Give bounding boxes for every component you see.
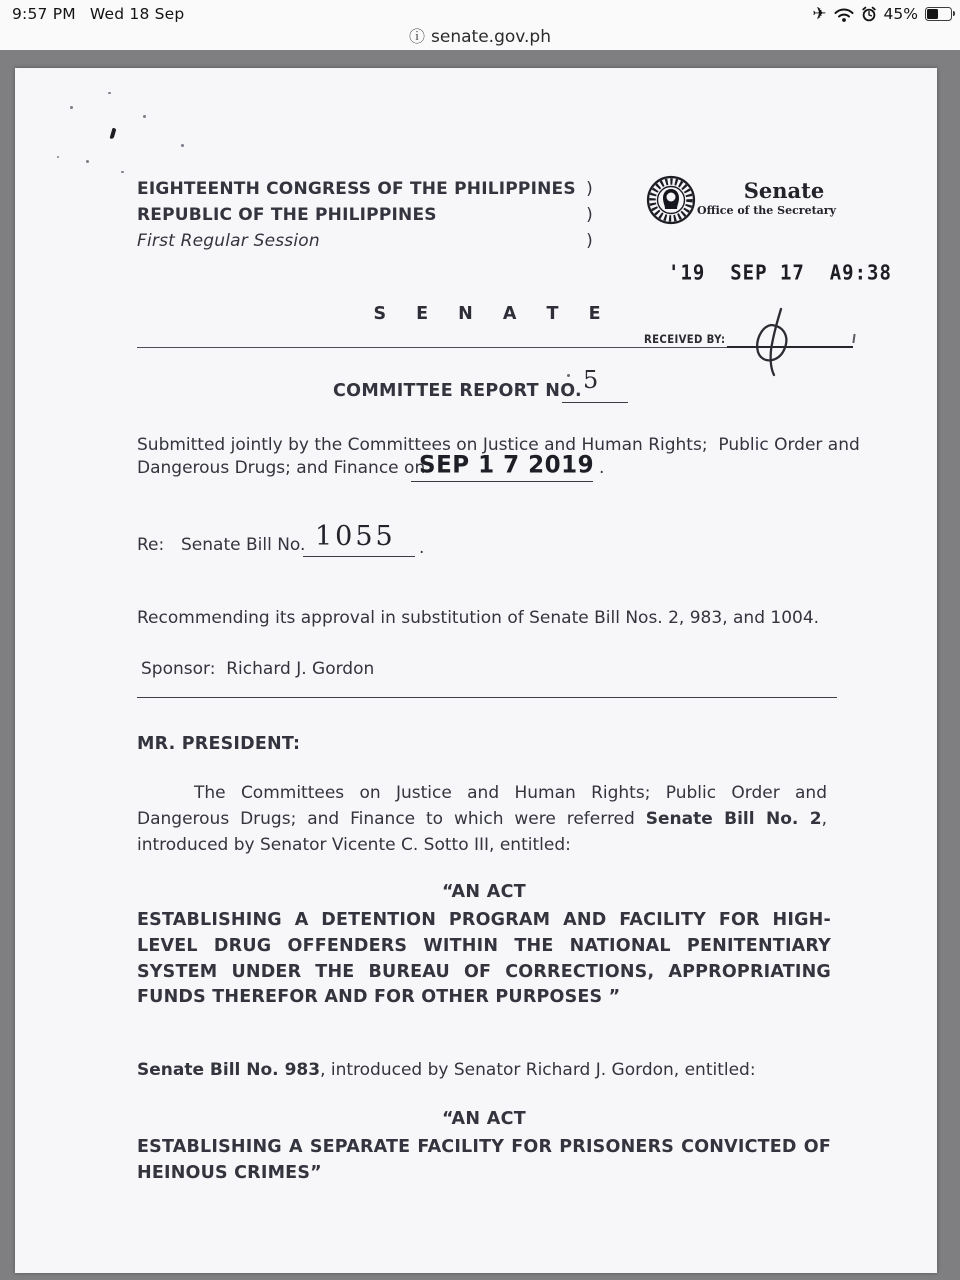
sb983-post: , introduced by Senator Richard J. Gordon, entitled:: [320, 1060, 756, 1080]
submitted-line2: Dangerous Drugs; and Finance on: [137, 458, 426, 478]
act1-heading: “AN ACT: [442, 882, 526, 902]
scan-speck: [108, 92, 111, 94]
para1-pre: The Committees on Justice and Human Rights; Public Order and Dangerous Drugs; and Finance to which were referred: [137, 783, 827, 829]
header-paren: ): [586, 179, 593, 199]
re-field-label: Senate Bill No.: [181, 535, 306, 555]
act1-title: ESTABLISHING A DETENTION PROGRAM AND FACILITY FOR HIGH-LEVEL DRUG OFFENDERS WITHIN THE NATIONAL PENITENTIARY SYSTEM UNDER THE BUREAU OF CORRECTIONS, APPROPRIATING FUNDS THEREFOR AND FOR OTHER PURPOSES ”: [137, 910, 831, 1008]
scan-speck: [121, 171, 124, 173]
stamp-office-text: Office of the Secretary: [697, 204, 836, 217]
sb983-bill-ref: Senate Bill No. 983: [137, 1060, 321, 1080]
scan-speck: [86, 160, 89, 163]
status-bar: [0, 3, 960, 25]
submitted-line1: Submitted jointly by the Committees on Justice and Human Rights; Public Order and: [137, 435, 860, 455]
recommendation-text: Recommending its approval in substitution of Senate Bill Nos. 2, 983, and 1004.: [137, 608, 820, 628]
site-info-icon[interactable]: ⓘ: [409, 27, 426, 46]
url-bar[interactable]: [0, 24, 960, 47]
report-no-label: COMMITTEE REPORT NO.: [333, 381, 582, 401]
header-republic-text: REPUBLIC OF THE PHILIPPINES: [137, 205, 437, 225]
status-date: Wed 18 Sep: [89, 5, 185, 23]
report-no-value: 5: [583, 366, 599, 394]
scan-mark: [852, 334, 855, 343]
signature: [743, 304, 815, 380]
scan-speck: [70, 106, 73, 109]
scan-speck: [567, 374, 570, 377]
stamp-datetime: '19 SEP 17 A9:38: [668, 261, 892, 285]
scan-speck: [143, 115, 146, 118]
report-no-underline: [562, 402, 628, 403]
salutation: MR. PRESIDENT:: [137, 734, 301, 754]
re-period: .: [419, 538, 425, 558]
horizontal-rule: [137, 697, 837, 698]
header-congress-text: EIGHTEENTH CONGRESS OF THE PHILIPPINES: [137, 179, 576, 199]
sb983-line: [137, 1060, 837, 1080]
received-by-label: RECEIVED BY:: [644, 332, 726, 346]
submitted-period: .: [599, 458, 605, 478]
stamp-senate-text: Senate: [743, 178, 825, 203]
act2-heading: “AN ACT: [442, 1109, 526, 1129]
header-line-congress: [137, 179, 593, 205]
header-line-republic: [137, 205, 593, 231]
document-header: [137, 179, 593, 257]
scan-speck: [57, 156, 59, 158]
senate-heading: S E N A T E: [373, 304, 613, 324]
re-label: Re:: [137, 535, 165, 555]
status-time-date: [12, 5, 184, 23]
re-bill-number: 1055: [315, 521, 396, 552]
submitted-date-stamp: SEP 1 7 2019: [419, 451, 595, 479]
alarm-clock-icon: [861, 6, 877, 22]
scan-speck: [181, 144, 184, 147]
wifi-icon: [834, 7, 854, 22]
battery-percent: 45%: [883, 5, 918, 23]
senate-seal-icon: [645, 174, 697, 226]
header-line-session: [137, 231, 593, 257]
body-paragraph-1: [137, 780, 827, 858]
battery-icon: [925, 7, 952, 21]
status-time: 9:57 PM: [12, 5, 76, 23]
sponsor-line: Sponsor: Richard J. Gordon: [141, 659, 375, 679]
header-session-text: First Regular Session: [137, 231, 320, 251]
header-paren: ): [586, 205, 593, 225]
act2-title: ESTABLISHING A SEPARATE FACILITY FOR PRISONERS CONVICTED OF HEINOUS CRIMES”: [137, 1137, 831, 1183]
pdf-page: [15, 68, 937, 1273]
para1-post: , introduced by Senator Vicente C. Sotto III, entitled:: [137, 809, 827, 855]
re-underline: [303, 556, 415, 557]
scan-mark: [110, 128, 117, 140]
browser-chrome: [0, 0, 960, 50]
para1-bill-ref: Senate Bill No. 2: [645, 809, 822, 829]
submitted-date-underline: [411, 481, 593, 482]
url-domain[interactable]: senate.gov.ph: [431, 27, 551, 47]
airplane-mode-icon: ✈: [812, 3, 827, 24]
header-paren: ): [586, 231, 593, 251]
